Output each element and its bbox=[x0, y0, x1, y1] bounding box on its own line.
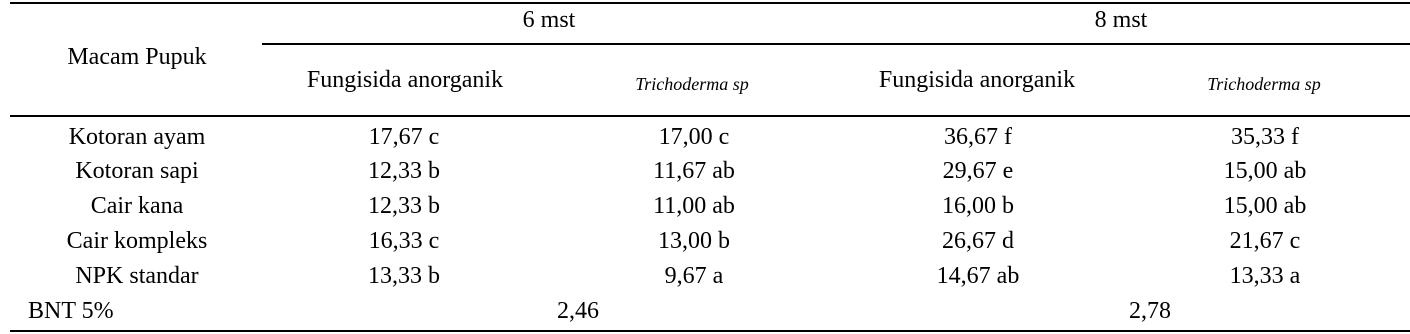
bnt-value-8mst: 2,78 bbox=[1129, 298, 1171, 324]
row-label: NPK standar bbox=[75, 263, 199, 289]
bnt-value-6mst: 2,46 bbox=[557, 298, 599, 324]
subheader-fungisida-8: Fungisida anorganik bbox=[878, 67, 1076, 93]
row-label: Kotoran sapi bbox=[75, 158, 199, 184]
table-cell: 36,67 f bbox=[944, 124, 1012, 150]
table-cell: 35,33 f bbox=[1231, 124, 1299, 150]
table-cell: 12,33 b bbox=[368, 193, 440, 219]
table-cell: 26,67 d bbox=[942, 228, 1014, 254]
group-header-8mst: 8 mst bbox=[1094, 7, 1148, 33]
subheader-trichoderma-6: Trichoderma sp bbox=[635, 74, 749, 94]
group-rule bbox=[262, 43, 1410, 45]
subheader-fungisida-6: Fungisida anorganik bbox=[306, 67, 504, 93]
table-cell: 13,33 b bbox=[368, 263, 440, 289]
bottom-rule bbox=[10, 330, 1410, 332]
row-label: Cair kompleks bbox=[66, 228, 208, 254]
table-cell: 11,00 ab bbox=[653, 193, 735, 219]
group-header-6mst: 6 mst bbox=[522, 7, 576, 33]
table-cell: 11,67 ab bbox=[653, 158, 735, 184]
table-cell: 15,00 ab bbox=[1223, 158, 1307, 184]
table-cell: 29,67 e bbox=[942, 158, 1014, 184]
table-cell: 21,67 c bbox=[1229, 228, 1301, 254]
table-cell: 16,00 b bbox=[942, 193, 1014, 219]
table-cell: 17,00 c bbox=[658, 124, 730, 150]
table-cell: 13,33 a bbox=[1229, 263, 1301, 289]
table-cell: 16,33 c bbox=[368, 228, 440, 254]
table-cell: 12,33 b bbox=[368, 158, 440, 184]
row-label: Kotoran ayam bbox=[68, 124, 206, 150]
header-bottom-rule bbox=[10, 115, 1410, 117]
row-label: Cair kana bbox=[90, 193, 184, 219]
footer-label: BNT 5% bbox=[28, 298, 114, 324]
subheader-trichoderma-8: Trichoderma sp bbox=[1207, 74, 1321, 94]
top-rule bbox=[10, 2, 1410, 4]
table-cell: 13,00 b bbox=[658, 228, 730, 254]
table-cell: 9,67 a bbox=[664, 263, 724, 289]
row-header: Macam Pupuk bbox=[67, 44, 207, 70]
table-cell: 17,67 c bbox=[368, 124, 440, 150]
table-cell: 15,00 ab bbox=[1223, 193, 1307, 219]
table-cell: 14,67 ab bbox=[936, 263, 1020, 289]
